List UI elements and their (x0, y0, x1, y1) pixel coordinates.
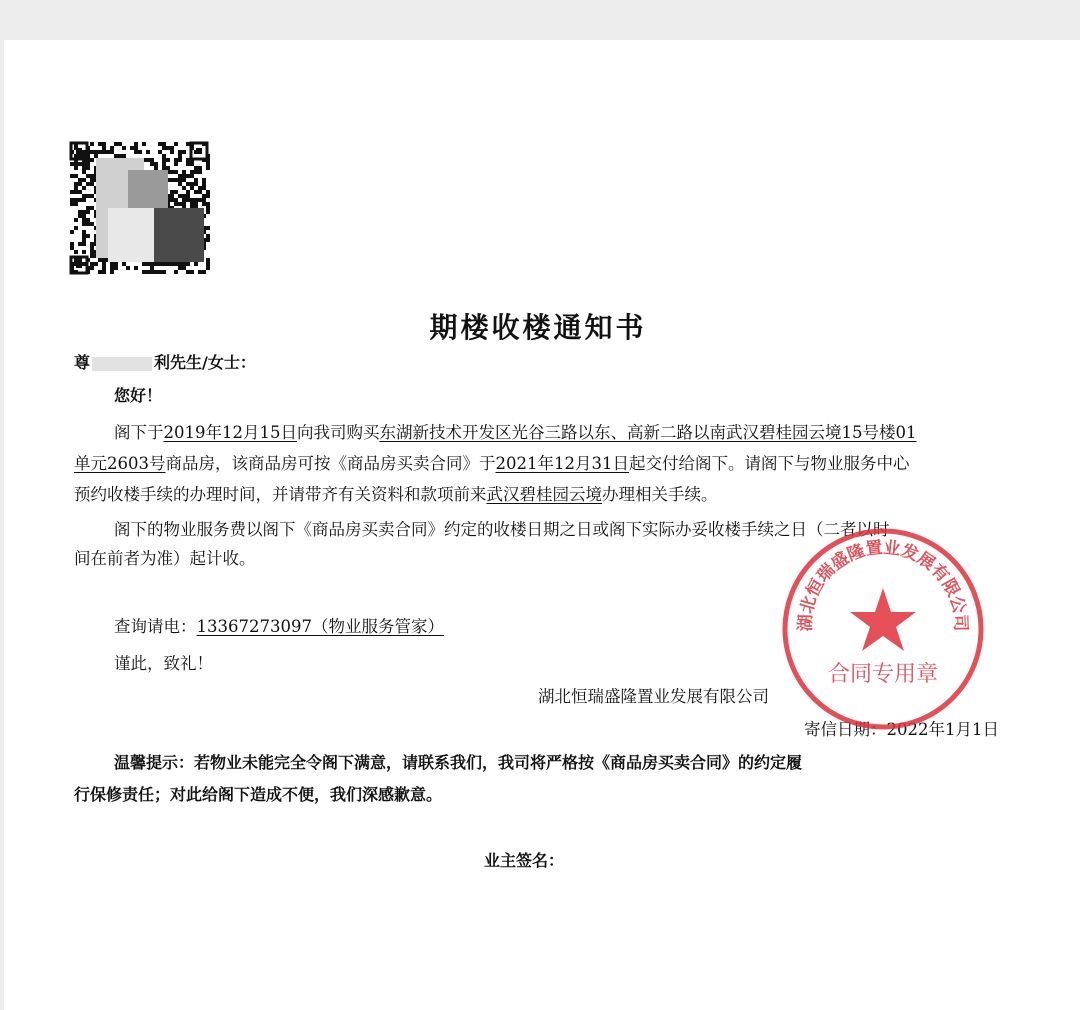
contact-label: 查询请电： (114, 617, 197, 636)
company-name: 湖北恒瑞盛隆置业发展有限公司 (538, 687, 769, 706)
date-label: 寄信日期： (804, 720, 887, 739)
qr-code-icon (68, 140, 210, 276)
star-icon (850, 588, 916, 651)
redacted-name (92, 357, 152, 371)
document-title: 期楼收楼通知书 (429, 311, 647, 344)
delivery-date: 2021年12月31日 (495, 454, 629, 473)
owner-signature-label: 业主签名： (484, 851, 565, 870)
property-unit: 单元2603号 (74, 454, 166, 473)
salutation-suffix: 利先生/女士： (154, 353, 256, 372)
greeting: 您好！ (114, 386, 163, 405)
top-bar (0, 0, 1080, 40)
text-segment: 起交付给阁下。请阁下与物业服务中心 (628, 454, 910, 473)
salutation (74, 350, 256, 373)
text-segment: 商品房，该商品房可按《商品房买卖合同》于 (165, 454, 496, 473)
paragraph-2-line-2: 间在前者为准）起计收。 (74, 549, 256, 568)
paragraph-1-line-1 (114, 419, 916, 443)
paragraph-1-line-2 (74, 450, 909, 474)
tip-line-1: 温馨提示：若物业未能完全令阁下满意，请联系我们，我司将严格按《商品房买卖合同》的约定履 (114, 753, 803, 772)
salutation-prefix: 尊 (74, 353, 91, 372)
property-address: 东湖新技术开发区光谷三路以东、高新二路以南武汉碧桂园云境15号楼01 (379, 423, 917, 442)
tip-line-2: 行保修责任；对此给阁下造成不便，我们深感歉意。 (74, 785, 443, 804)
contact-line (114, 613, 444, 637)
document-page (4, 40, 1080, 1010)
paragraph-2-line-1: 阁下的物业服务费以阁下《商品房买卖合同》约定的收楼日期之日或阁下实际办妥收楼手续之日（二者以时 (114, 520, 890, 539)
closing: 谨此，致礼！ (114, 654, 213, 673)
text-segment: 阁下于 (114, 423, 164, 442)
text-segment: 办理相关手续。 (602, 485, 718, 504)
paragraph-1-line-3 (74, 481, 718, 505)
purchase-date: 2019年12月15日 (163, 423, 297, 442)
handover-location: 武汉碧桂园云境 (486, 485, 602, 504)
text-segment: 预约收楼手续的办理时间，并请带齐有关资料和款项前来 (74, 485, 487, 504)
seal-center-text: 合同专用章 (827, 662, 939, 687)
contact-phone: 13367273097（物业服务管家） (196, 617, 444, 636)
date-value: 2022年1月1日 (886, 720, 999, 739)
company-seal (780, 526, 986, 732)
text-segment: 向我司购买 (296, 423, 380, 442)
seal-ring-text: 湖北恒瑞盛隆置业发展有限公司 (795, 537, 971, 632)
